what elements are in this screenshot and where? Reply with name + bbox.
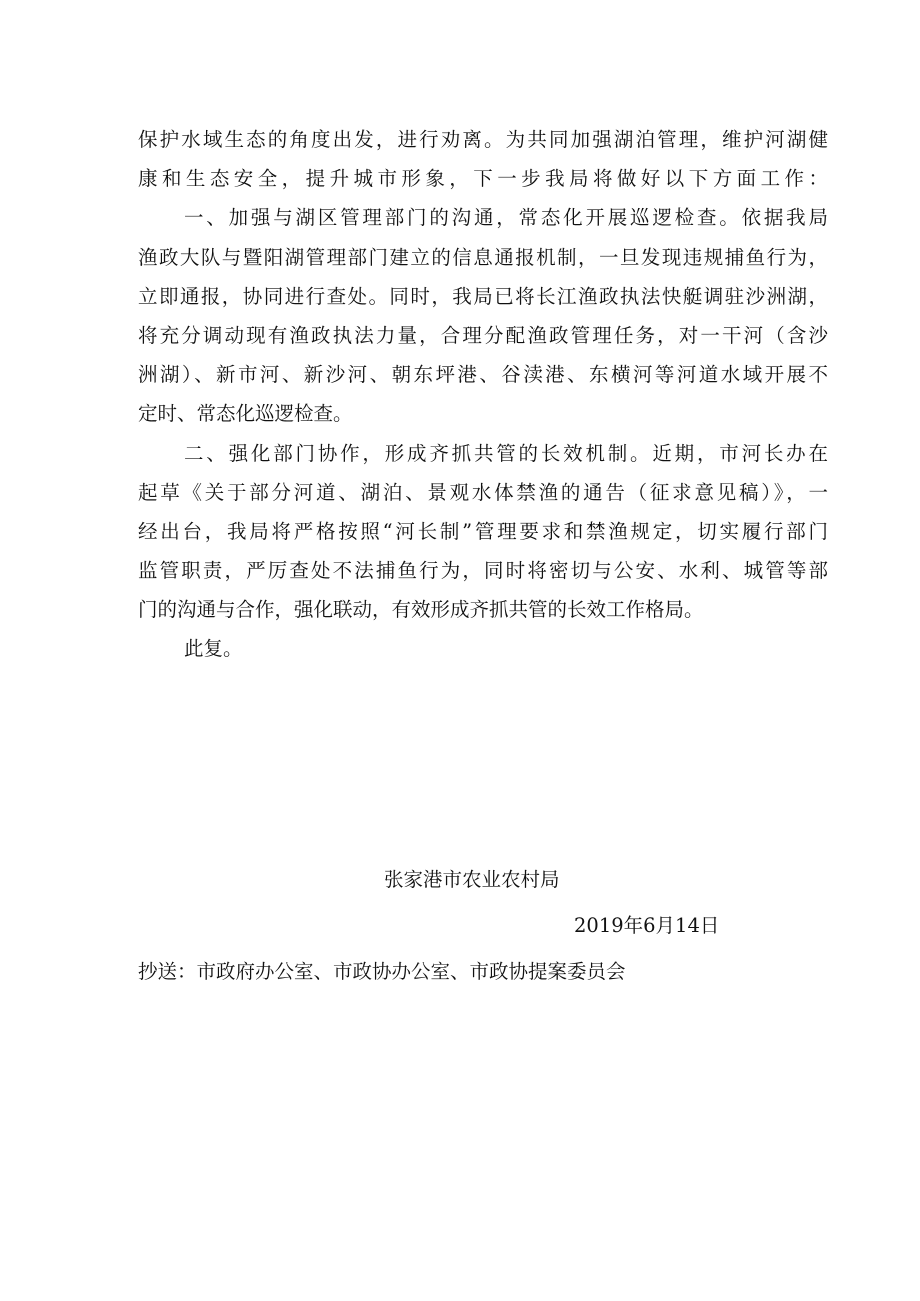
body-line: 经出台，我局将严格按照“河长制”管理要求和禁渔规定，切实履行部门 [138, 519, 828, 543]
body-line: 定时、常态化巡逻检查。 [138, 402, 353, 426]
cc-recipients: 抄送：市政府办公室、市政协办公室、市政协提案委员会 [138, 960, 626, 983]
body-line: 渔政大队与暨阳湖管理部门建立的信息通报机制，一旦发现违规捕鱼行为， [138, 245, 828, 269]
closing-remark: 此复。 [184, 637, 243, 661]
body-line: 康和生态安全，提升城市形象，下一步我局将做好以下方面工作： [138, 167, 828, 191]
paragraph-one-start: 一、加强与湖区管理部门的沟通，常态化开展巡逻检查。依据我局 [184, 206, 828, 230]
body-line: 洲湖）、新市河、新沙河、朝东坪港、谷渎港、东横河等河道水域开展不 [138, 363, 828, 387]
issuer-signature: 张家港市农业农村局 [384, 868, 560, 891]
paragraph-two-start: 二、强化部门协作，形成齐抓共管的长效机制。近期，市河长办在 [184, 441, 828, 465]
body-line: 立即通报，协同进行查处。同时，我局已将长江渔政执法快艇调驻沙洲湖， [138, 284, 828, 308]
reply-body [138, 120, 828, 669]
issue-date: 2019年6月14日 [574, 914, 720, 937]
body-line: 保护水域生态的角度出发，进行劝离。为共同加强湖泊管理，维护河湖健 [138, 128, 828, 151]
body-line: 门的沟通与合作，强化联动，有效形成齐抓共管的长效工作格局。 [138, 598, 704, 622]
body-line: 监管职责，严厉查处不法捕鱼行为，同时将密切与公安、水利、城管等部 [138, 559, 828, 583]
body-line: 将充分调动现有渔政执法力量，合理分配渔政管理任务，对一干河（含沙 [138, 323, 828, 347]
body-line: 起草《关于部分河道、湖泊、景观水体禁渔的通告（征求意见稿）》，一 [138, 480, 828, 504]
